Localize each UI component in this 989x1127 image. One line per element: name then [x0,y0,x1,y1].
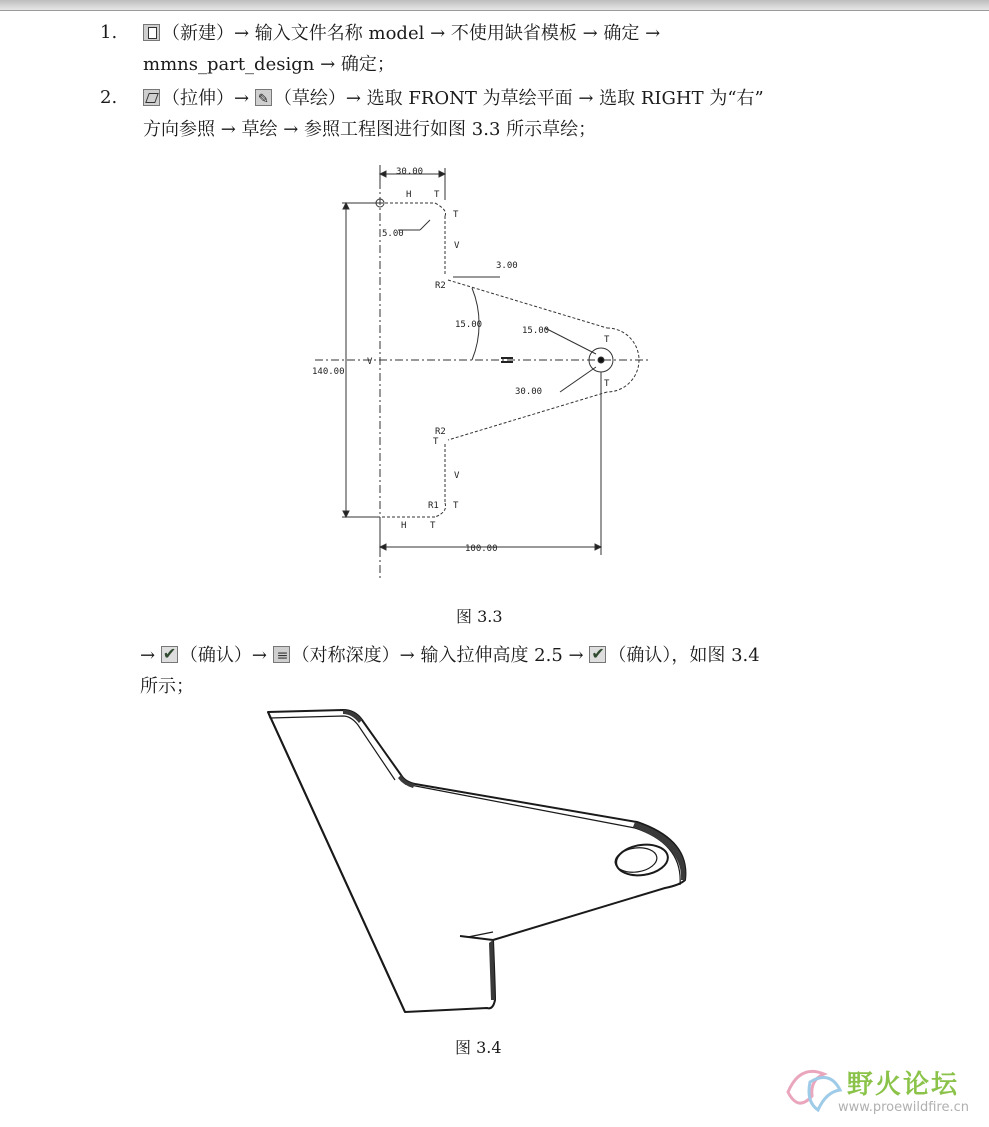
label-r2-lower: R2 [435,427,446,437]
label-h-top: H [406,190,412,200]
new-file-icon [143,24,160,41]
dim-fillet-top: 5.00 [382,229,404,239]
label-v-lower: V [454,471,460,481]
part-notch-top [460,936,493,940]
page-top-edge [0,0,989,11]
step-3-text-c: （确认），如图 3.4 [608,645,760,666]
sketch-figure-3-3 [300,160,670,580]
hole-center [598,357,604,363]
label-r1: R1 [428,501,439,511]
part-left-edge [268,712,405,1012]
watermark-logo-icon [780,1062,844,1118]
part-hole-outer [614,842,670,879]
step-1-text: （新建）→ 输入文件名称 model → 不使用缺省模板 → 确定 → [162,23,661,44]
step-1-line-2: mmns_part_design → 确定； [143,54,395,75]
label-h-bottom: H [401,521,407,531]
check-icon [589,646,606,663]
check-icon [161,646,178,663]
step-1-line-1 [143,22,660,46]
dim-hole-dia: 15.00 [522,326,550,336]
step-2-text-a: （拉伸）→ [162,88,250,109]
extrude-icon [143,89,160,106]
part-mid-thickness [405,784,680,885]
step-1-number: 1. [100,22,118,43]
label-t-lower: T [433,437,439,447]
label-r2-upper: R2 [435,281,446,291]
part-figure-3-4 [255,700,705,1020]
dim-outer-radius: 30.00 [515,387,543,397]
label-v-center: V [367,357,373,367]
dim-width: 100.00 [465,544,498,554]
label-t-bottom-right: T [453,501,459,511]
step-2-line-2: 方向参照 → 草绘 → 参照工程图进行如图 3.3 所示草绘； [143,119,597,140]
label-t-top-right: T [453,210,459,220]
step-3-arrow: → [140,645,156,666]
label-t-hole-bottom: T [604,379,610,389]
step-2-line-1 [143,87,764,111]
step-3-text-b: （对称深度）→ 输入拉伸高度 2.5 → [291,645,584,666]
dim-top-width: 30.00 [396,167,424,177]
part-top-thickness [268,712,395,780]
dim-offset: 3.00 [496,261,518,271]
profile-lower-slope [448,392,607,440]
symmetric-depth-icon [273,646,290,663]
label-t-hole-top: T [604,335,610,345]
sketch-icon [255,89,272,106]
figure-3-3-caption: 图 3.3 [456,607,503,626]
label-t-top: T [434,190,440,200]
label-t-bottom: T [430,521,436,531]
step-2-text-b: （草绘）→ 选取 FRONT 为草绘平面 → 选取 RIGHT 为“右” [273,88,764,109]
watermark-text: 野火论坛 [847,1070,960,1100]
step-3-text-a: （确认）→ [179,645,267,666]
figure-3-4-caption: 图 3.4 [455,1038,502,1057]
dim-height: 140.00 [312,367,345,377]
dim-angle: 15.00 [455,320,483,330]
part-outline [268,710,685,1012]
step-3-line-2: 所示； [140,676,194,697]
step-2-number: 2. [100,87,118,108]
label-v-upper: V [454,241,460,251]
watermark-url: www.proewildfire.cn [838,1100,969,1115]
step-3-line-1 [140,644,760,668]
profile-fillet-top [435,203,446,216]
part-notch-edge [468,932,493,937]
